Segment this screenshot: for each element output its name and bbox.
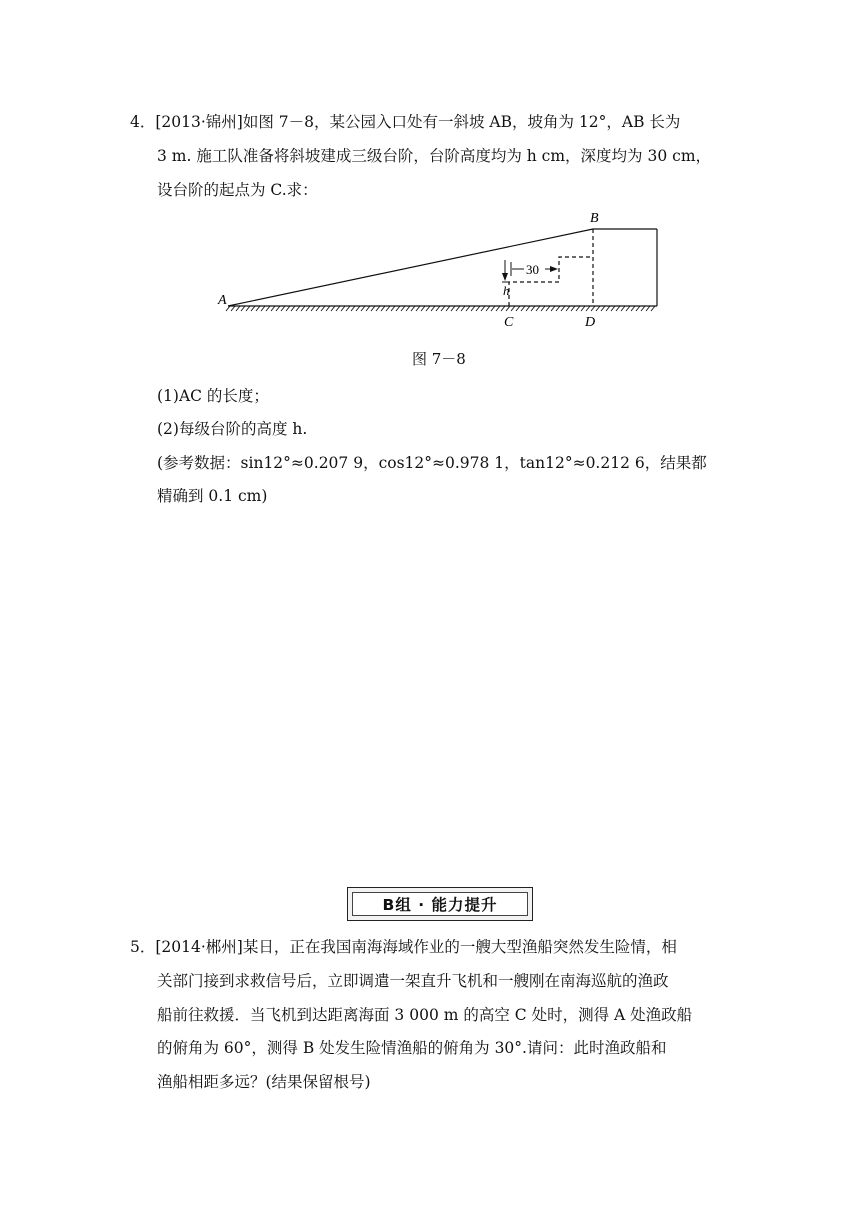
label-a: A: [218, 293, 227, 308]
problem5-line5: 渔船相距多远？(结果保留根号): [157, 1073, 371, 1091]
problem4-reference2: 精确到 0.1 cm): [157, 487, 268, 505]
problem5-line1: 5．[2014·郴州]某日，正在我国南海海域作业的一艘大型渔船突然发生险情，相: [130, 938, 677, 956]
problem5-line4: 的俯角为 60°，测得 B 处发生险情渔船的俯角为 30°.请问：此时渔政船和: [157, 1039, 667, 1057]
label-c: C: [504, 315, 514, 330]
section-b-banner: [347, 887, 533, 921]
label-d: D: [585, 315, 596, 330]
problem4-reference1: (参考数据：sin12°≈0.207 9，cos12°≈0.978 1，tan12°≈0.212 6，结果都: [157, 454, 707, 472]
label-depth: 30: [526, 262, 539, 277]
label-h: h: [503, 283, 510, 298]
problem5-line3: 船前往救援．当飞机到达距离海面 3 000 m 的高空 C 处时，测得 A 处渔政船: [157, 1006, 693, 1024]
problem4-question1: (1)AC 的长度；: [157, 387, 269, 405]
problem5-line2: 关部门接到求救信号后，立即调遣一架直升飞机和一艘刚在南海巡航的渔政: [157, 972, 669, 990]
section-b-title: B组 · 能力提升: [352, 892, 528, 916]
problem4-question2: (2)每级台阶的高度 h.: [157, 420, 308, 438]
problem4-line3: 设台阶的起点为 C.求：: [157, 181, 318, 199]
label-b: B: [590, 211, 599, 226]
dashed-steps: [509, 257, 593, 306]
slope-figure: [0, 200, 860, 540]
ground-hatch: [226, 306, 655, 311]
problem4-line2: 3 m. 施工队准备将斜坡建成三级台阶，台阶高度均为 h cm，深度均为 30 cm，: [157, 147, 712, 165]
problem4-line1: 4．[2013·锦州]如图 7－8，某公园入口处有一斜坡 AB，坡角为 12°，AB 长为: [130, 113, 681, 131]
figure-caption: 图 7－8: [412, 350, 466, 368]
